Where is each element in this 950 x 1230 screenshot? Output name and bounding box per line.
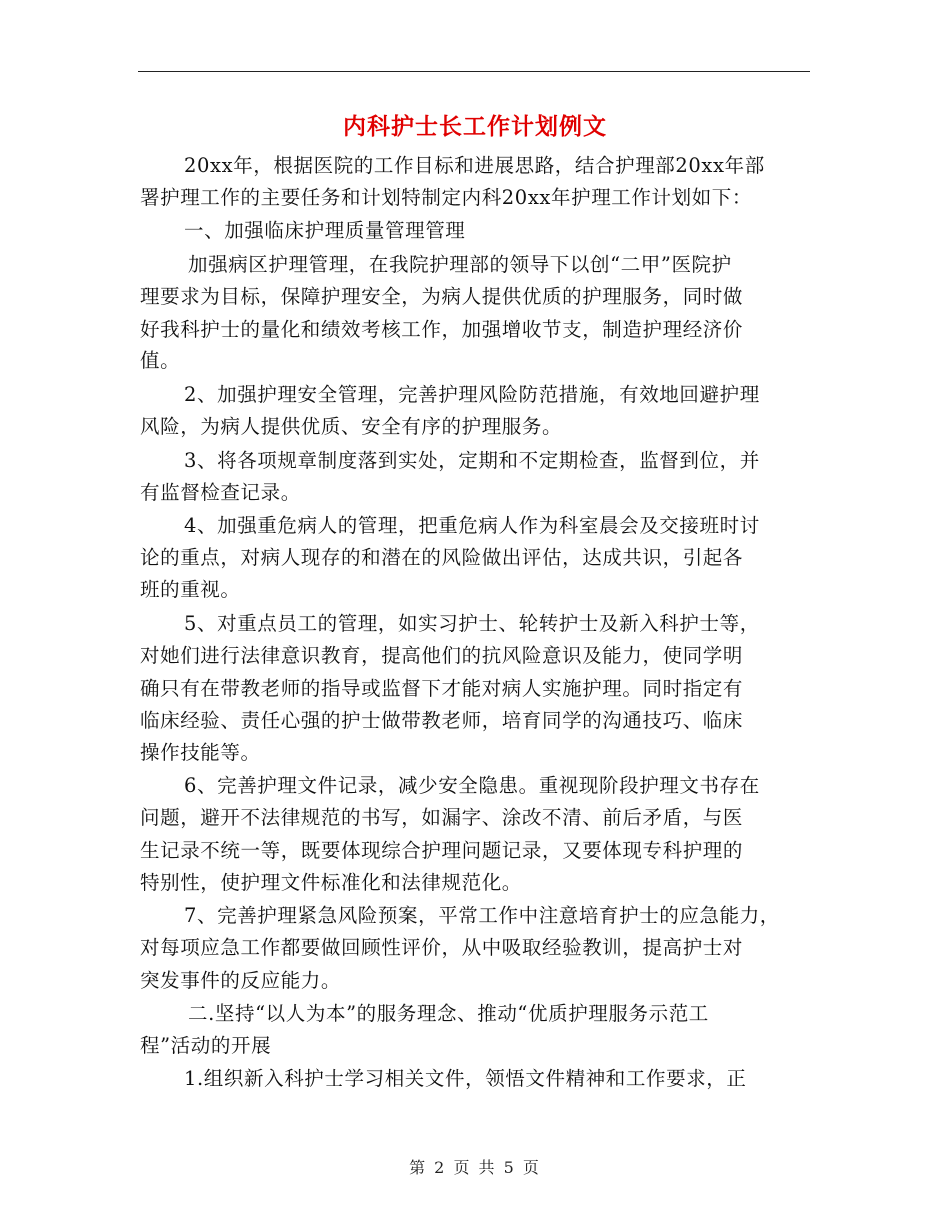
body-line: 班的重视。 xyxy=(140,578,241,601)
body-line: 确只有在带教老师的指导或监督下才能对病人实施护理。同时指定有 xyxy=(140,677,744,700)
body-line: 操作技能等。 xyxy=(140,741,261,764)
body-line: 值。 xyxy=(140,349,181,372)
body-line: 加强病区护理管理，在我院护理部的领导下以创“二甲”医院护 xyxy=(188,253,732,276)
body-line: 理要求为目标，保障护理安全，为病人提供优质的护理服务，同时做 xyxy=(140,285,744,308)
body-line: 署护理工作的主要任务和计划特制定内科20xx年护理工作计划如下： xyxy=(140,186,753,209)
body-line: 临床经验、责任心强的护士做带教老师，培育同学的沟通技巧、临床 xyxy=(140,709,744,732)
body-line: 生记录不统一等，既要体现综合护理问题记录，又要体现专科护理的 xyxy=(140,839,744,862)
body-line: 论的重点，对病人现存的和潜在的风险做出评估，达成共识，引起各 xyxy=(140,546,744,569)
body-line: 5、对重点员工的管理，如实习护士、轮转护士及新入科护士等， xyxy=(184,612,760,635)
body-line: 对每项应急工作都要做回顾性评价，从中吸取经验教训，提高护士对 xyxy=(140,936,744,959)
body-line: 风险，为病人提供优质、安全有序的护理服务。 xyxy=(140,415,563,438)
body-line: 2、加强护理安全管理，完善护理风险防范措施，有效地回避护理 xyxy=(184,383,760,406)
document-title: 内科护士长工作计划例文 xyxy=(343,113,607,140)
page-footer: 第 2 页 共 5 页 xyxy=(409,1158,541,1177)
body-line: 4、加强重危病人的管理，把重危病人作为科室晨会及交接班时讨 xyxy=(184,514,760,537)
body-line: 20xx年，根据医院的工作目标和进展思路，结合护理部20xx年部 xyxy=(184,154,765,177)
body-line: 对她们进行法律意识教育，提高他们的抗风险意识及能力，使同学明 xyxy=(140,644,744,667)
body-line: 7、完善护理紧急风险预案，平常工作中注意培育护士的应急能力， xyxy=(184,904,780,927)
body-line: 3、将各项规章制度落到实处，定期和不定期检查，监督到位，并 xyxy=(184,449,760,472)
section-heading: 程”活动的开展 xyxy=(140,1034,272,1057)
body-line: 突发事件的反应能力。 xyxy=(140,969,342,992)
section-heading: 一、加强临床护理质量管理管理 xyxy=(184,219,466,242)
body-line: 特别性，使护理文件标准化和法律规范化。 xyxy=(140,871,522,894)
body-line: 有监督检查记录。 xyxy=(140,481,301,504)
body-line: 好我科护士的量化和绩效考核工作，加强增收节支，制造护理经济价 xyxy=(140,318,744,341)
body-line: 6、完善护理文件记录，减少安全隐患。重视现阶段护理文书存在 xyxy=(184,774,760,797)
section-heading: 二.坚持“以人为本”的服务理念、推动“优质护理服务示范工 xyxy=(188,1002,709,1025)
body-line: 问题，避开不法律规范的书写，如漏字、涂改不清、前后矛盾，与医 xyxy=(140,806,744,829)
body-line: 1.组织新入科护士学习相关文件，领悟文件精神和工作要求，正 xyxy=(184,1067,747,1090)
